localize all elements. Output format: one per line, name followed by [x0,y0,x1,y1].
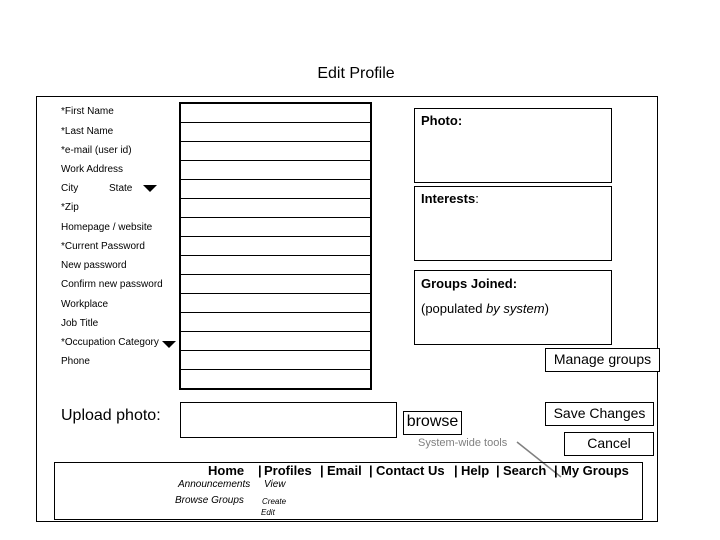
workplace-label: Workplace [61,299,109,310]
subnav-create[interactable]: Create [262,497,287,506]
nav-separator: | [258,463,262,478]
save-changes-button[interactable]: Save Changes [545,402,654,426]
field-divider [181,331,370,332]
field-divider [181,198,370,199]
upload-photo-label: Upload photo: [61,407,161,424]
field-divider [181,369,370,370]
state-label: State [109,183,133,194]
system-wide-tools-annotation: System-wide tools [418,437,508,449]
upload-photo-input[interactable] [180,402,397,438]
occupation-category-label: *Occupation Category [61,337,159,348]
groups-joined-box [414,270,612,345]
form-input-column[interactable] [179,102,372,390]
field-divider [181,122,370,123]
interests-label-text: Interests [421,191,476,206]
cancel-button[interactable]: Cancel [564,432,654,456]
interests-label [421,191,479,206]
email-label: *e-mail (user id) [61,145,132,156]
field-divider [181,274,370,275]
groups-joined-note [421,301,549,316]
job-title-label: Job Title [61,318,99,329]
nav-separator: | [554,463,558,478]
field-divider [181,312,370,313]
field-divider [181,141,370,142]
groups-note-prefix: (populated [421,301,487,316]
nav-email[interactable]: Email [327,463,362,478]
nav-home[interactable]: Home [208,463,245,478]
browse-button[interactable]: browse [403,411,462,435]
phone-label: Phone [61,356,90,367]
field-divider [181,217,370,218]
new-password-label: New password [61,260,127,271]
interests-label-colon: : [475,191,479,206]
groups-note-italic: by system [486,301,545,316]
confirm-password-label: Confirm new password [61,279,163,290]
nav-contact-us[interactable]: Contact Us [376,463,445,478]
subnav-view[interactable]: View [264,479,286,490]
page-title: Edit Profile [317,65,395,82]
nav-separator: | [320,463,324,478]
photo-box [414,108,612,183]
nav-search[interactable]: Search [503,463,547,478]
groups-joined-label: Groups Joined: [421,276,518,291]
last-name-label: *Last Name [61,126,114,137]
nav-separator: | [454,463,458,478]
nav-profiles[interactable]: Profiles [264,463,312,478]
nav-separator: | [369,463,373,478]
field-divider [181,255,370,256]
photo-label: Photo: [421,113,463,128]
nav-my-groups[interactable]: My Groups [561,463,629,478]
zip-label: *Zip [61,202,79,213]
nav-help[interactable]: Help [461,463,490,478]
homepage-label: Homepage / website [61,222,153,233]
field-divider [181,160,370,161]
field-divider [181,236,370,237]
subnav-browse-groups[interactable]: Browse Groups [175,495,244,506]
current-password-label: *Current Password [61,241,145,252]
field-divider [181,179,370,180]
manage-groups-button[interactable]: Manage groups [545,348,660,372]
nav-separator: | [496,463,500,478]
interests-box[interactable] [414,186,612,261]
groups-note-suffix: ) [544,301,549,316]
city-label: City [61,183,79,194]
first-name-label: *First Name [61,106,114,117]
field-divider [181,293,370,294]
state-dropdown-icon[interactable] [143,185,157,192]
subnav-announcements[interactable]: Announcements [178,479,251,490]
work-address-label: Work Address [61,164,124,175]
field-divider [181,350,370,351]
occupation-dropdown-icon[interactable] [162,341,176,348]
subnav-edit[interactable]: Edit [261,508,275,517]
